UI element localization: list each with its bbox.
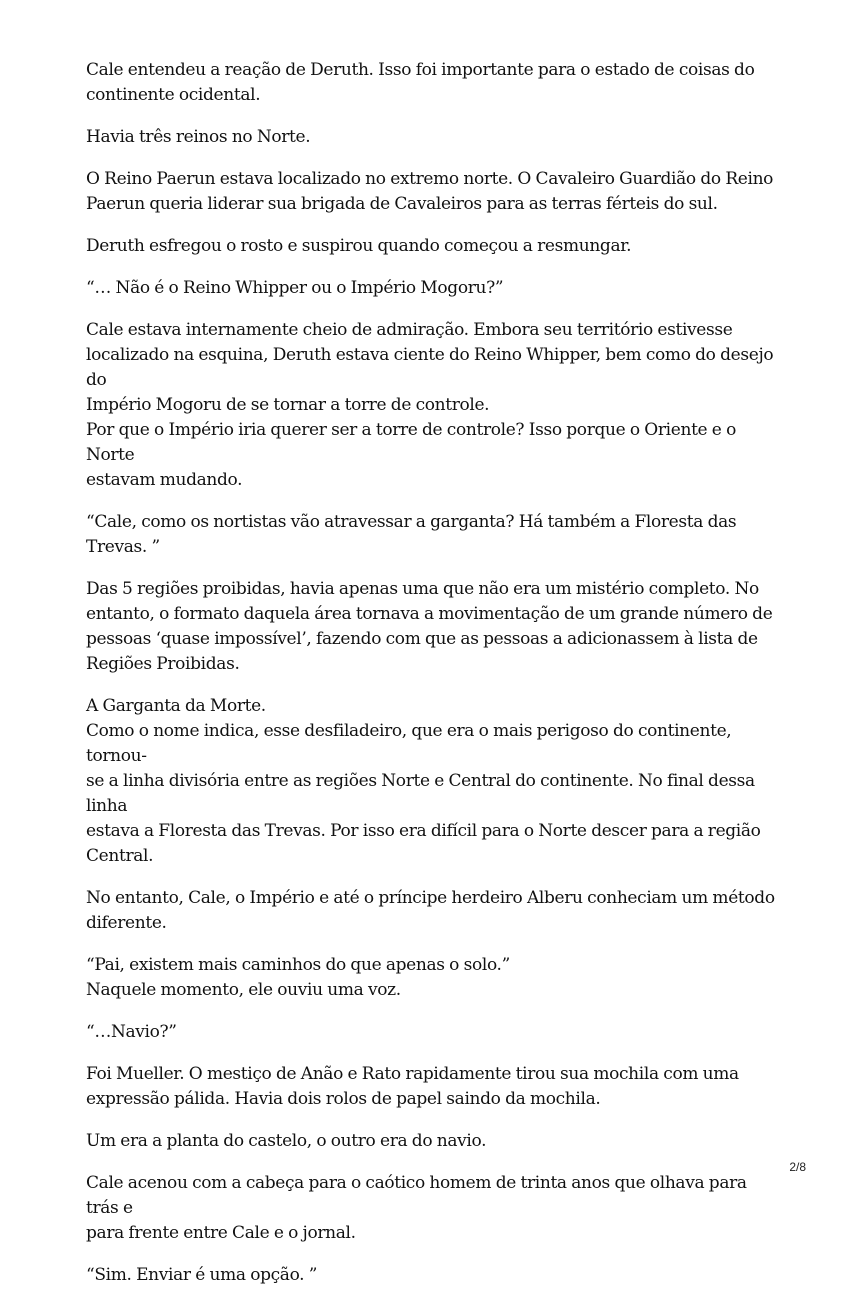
document-body bbox=[86, 58, 776, 1305]
text-line: Central. bbox=[86, 846, 154, 866]
paragraph bbox=[86, 886, 776, 936]
text-line: diferente. bbox=[86, 913, 167, 933]
paragraph bbox=[86, 276, 776, 301]
text-line: O Reino Paerun estava localizado no extremo norte. O Cavaleiro Guardião do Reino bbox=[86, 169, 774, 189]
text-line: Cale acenou com a cabeça para o caótico homem de trinta anos que olhava para trás e bbox=[86, 1173, 747, 1218]
paragraph bbox=[86, 167, 776, 217]
text-line: Como o nome indica, esse desfiladeiro, que era o mais perigoso do continente, tornou- bbox=[86, 721, 732, 766]
text-line: Foi Mueller. O mestiço de Anão e Rato rapidamente tirou sua mochila com uma bbox=[86, 1064, 739, 1084]
paragraph bbox=[86, 125, 776, 150]
text-line: “Sim. Enviar é uma opção. ” bbox=[86, 1265, 318, 1285]
paragraph bbox=[86, 1171, 776, 1246]
paragraph bbox=[86, 953, 776, 1003]
text-line: No entanto, Cale, o Império e até o príncipe herdeiro Alberu conheciam um método bbox=[86, 888, 775, 908]
text-line: Cale entendeu a reação de Deruth. Isso foi importante para o estado de coisas do bbox=[86, 60, 755, 80]
text-line: Deruth esfregou o rosto e suspirou quando começou a resmungar. bbox=[86, 236, 632, 256]
text-line: Um era a planta do castelo, o outro era do navio. bbox=[86, 1131, 487, 1151]
text-line: Havia três reinos no Norte. bbox=[86, 127, 311, 147]
text-line: Regiões Proibidas. bbox=[86, 654, 240, 674]
text-line: se a linha divisória entre as regiões Norte e Central do continente. No final dessa linha bbox=[86, 771, 755, 816]
paragraph bbox=[86, 510, 776, 560]
text-line: Império Mogoru de se tornar a torre de controle. bbox=[86, 395, 490, 415]
paragraph bbox=[86, 1020, 776, 1045]
paragraph bbox=[86, 577, 776, 677]
paragraph bbox=[86, 58, 776, 108]
text-line: Das 5 regiões proibidas, havia apenas uma que não era um mistério completo. No bbox=[86, 579, 759, 599]
text-line: “…Navio?” bbox=[86, 1022, 177, 1042]
paragraph bbox=[86, 1062, 776, 1112]
paragraph bbox=[86, 694, 776, 869]
text-line: localizado na esquina, Deruth estava ciente do Reino Whipper, bem como do desejo do bbox=[86, 345, 774, 390]
paragraph bbox=[86, 1263, 776, 1288]
text-line: Por que o Império iria querer ser a torre de controle? Isso porque o Oriente e o Norte bbox=[86, 420, 736, 465]
text-line: continente ocidental. bbox=[86, 85, 261, 105]
text-line: “… Não é o Reino Whipper ou o Império Mogoru?” bbox=[86, 278, 504, 298]
paragraph bbox=[86, 234, 776, 259]
text-line: para frente entre Cale e o jornal. bbox=[86, 1223, 356, 1243]
text-line: estava a Floresta das Trevas. Por isso era difícil para o Norte descer para a região bbox=[86, 821, 761, 841]
text-line: Cale estava internamente cheio de admiração. Embora seu território estivesse bbox=[86, 320, 733, 340]
page-number: 2/8 bbox=[789, 1160, 806, 1174]
text-line: Paerun queria liderar sua brigada de Cavaleiros para as terras férteis do sul. bbox=[86, 194, 718, 214]
text-line: pessoas ‘quase impossível’, fazendo com que as pessoas a adicionassem à lista de bbox=[86, 629, 758, 649]
text-line: expressão pálida. Havia dois rolos de papel saindo da mochila. bbox=[86, 1089, 601, 1109]
text-line: “Pai, existem mais caminhos do que apenas o solo.” bbox=[86, 955, 510, 975]
text-line: Naquele momento, ele ouviu uma voz. bbox=[86, 980, 401, 1000]
text-line: “Cale, como os nortistas vão atravessar a garganta? Há também a Floresta das Trevas. ” bbox=[86, 512, 737, 557]
paragraph bbox=[86, 1129, 776, 1154]
text-line: A Garganta da Morte. bbox=[86, 696, 266, 716]
text-line: entanto, o formato daquela área tornava a movimentação de um grande número de bbox=[86, 604, 773, 624]
paragraph bbox=[86, 318, 776, 493]
text-line: estavam mudando. bbox=[86, 470, 243, 490]
